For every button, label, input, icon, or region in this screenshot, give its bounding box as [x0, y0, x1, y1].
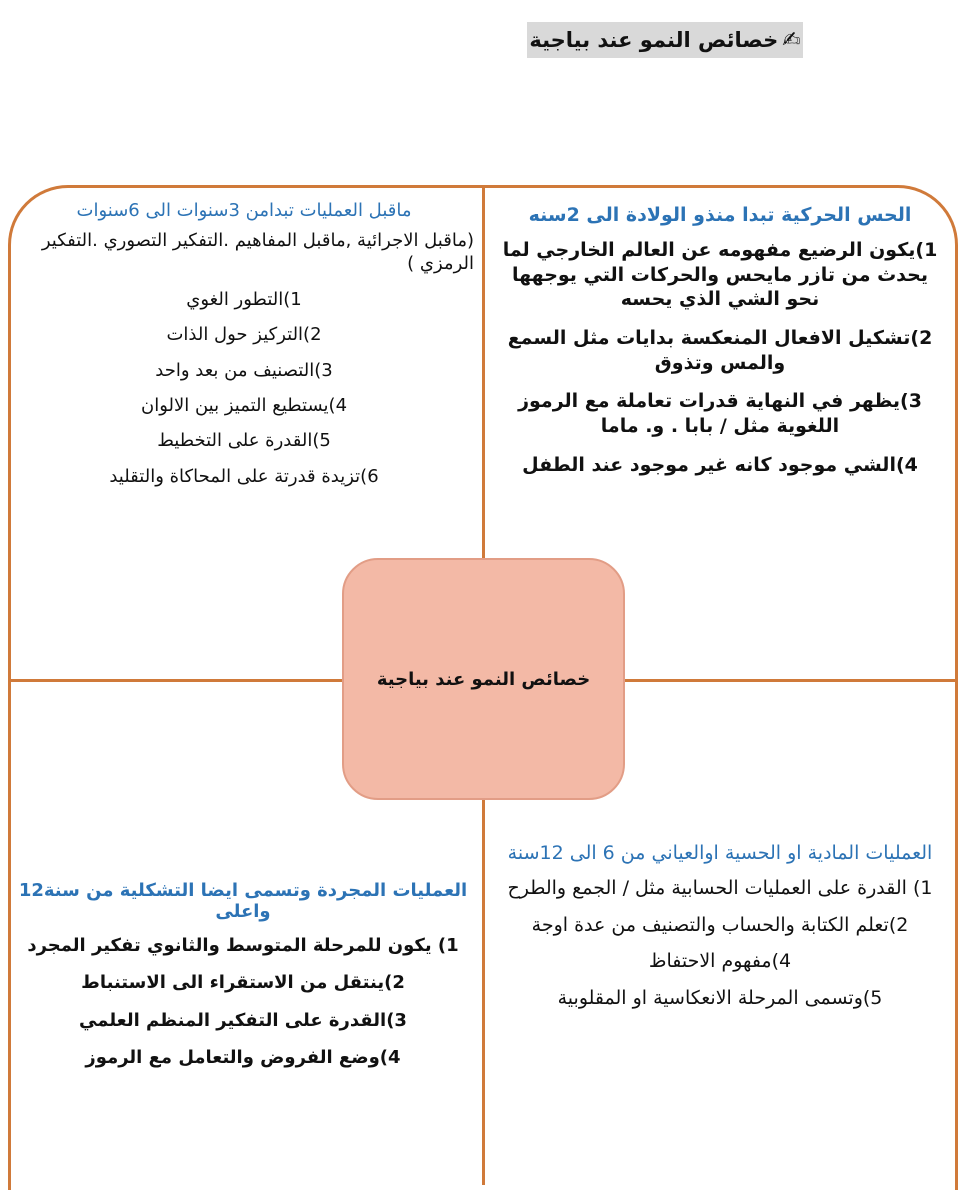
list-item: 5)وتسمى المرحلة الانعكاسية او المقلوبية: [557, 987, 883, 1010]
list-item: 3)يظهر في النهاية قدرات تعاملة مع الرموز اللغوية مثل / بابا . و. ماما: [518, 390, 922, 438]
list-item: 5)القدرة على التخطيط: [157, 430, 331, 452]
list-item: 4)مفهوم الاحتفاظ: [648, 950, 792, 973]
list-item: 1)التطور الغوي: [186, 288, 302, 310]
list-item: 2)ينتقل من الاستقراء الى الاستنباط: [81, 972, 405, 994]
center-box: [342, 558, 625, 800]
sensorimotor-section: [500, 204, 940, 492]
list-item: 1)يكون الرضيع مفهومه عن العالم الخارجي لما يحدث من تازر مايحس والحركات التي يوجهها نحو الشي الذي يحسه: [502, 239, 938, 311]
formal-section: [18, 880, 468, 1084]
list-item: 3)التصنيف من بعد واحد: [155, 359, 333, 381]
horizontal-divider-left: [8, 679, 348, 682]
horizontal-divider-right: [624, 679, 958, 682]
list-item: 4)يستطيع التميز بين الالوان: [140, 394, 348, 416]
concrete-heading: العمليات المادية او الحسية اوالعياني من 6 الى 12سنة: [507, 842, 933, 864]
page-title: [527, 22, 803, 58]
list-item: 4)الشي موجود كانه غير موجود عند الطفل: [522, 453, 918, 476]
list-item: 2)تشكيل الافعال المنعكسة بدايات مثل السمع والمس وتذوق: [507, 327, 933, 374]
list-item: 6)تزيدة قدرتة على المحاكاة والتقليد: [109, 465, 379, 487]
preoperational-note: (ماقبل الاجرائية ,ماقبل المفاهيم .التفكير التصوري .التفكير الرمزي ): [41, 230, 474, 275]
preoperational-heading: ماقبل العمليات تبدامن 3سنوات الى 6سنوات: [76, 200, 412, 221]
pen-icon: ✍: [782, 27, 801, 53]
sensorimotor-heading: الحس الحركية تبدا منذو الولادة الى 2سنه: [528, 204, 912, 226]
list-item: 1) يكون للمرحلة المتوسط والثانوي تفكير المجرد: [27, 935, 459, 956]
list-item: 4)وضع الفروض والتعامل مع الرموز: [85, 1047, 401, 1069]
concrete-section: [500, 842, 940, 1023]
center-label: خصائص النمو عند بياجية: [376, 668, 591, 690]
list-item: 2)التركيز حول الذات: [166, 324, 322, 346]
formal-heading: العمليات المجردة وتسمى ايضا التشكلية من سنة12 واعلى: [18, 880, 468, 922]
preoperational-section: [14, 200, 474, 500]
page-title-text: خصائص النمو عند بياجية: [529, 28, 779, 52]
list-item: 3)القدرة على التفكير المنظم العلمي: [79, 1009, 407, 1031]
list-item: 1) القدرة على العمليات الحسابية مثل / الجمع والطرح: [507, 877, 933, 899]
list-item: 2)تعلم الكتابة والحساب والتصنيف من عدة اوجة: [531, 913, 909, 936]
